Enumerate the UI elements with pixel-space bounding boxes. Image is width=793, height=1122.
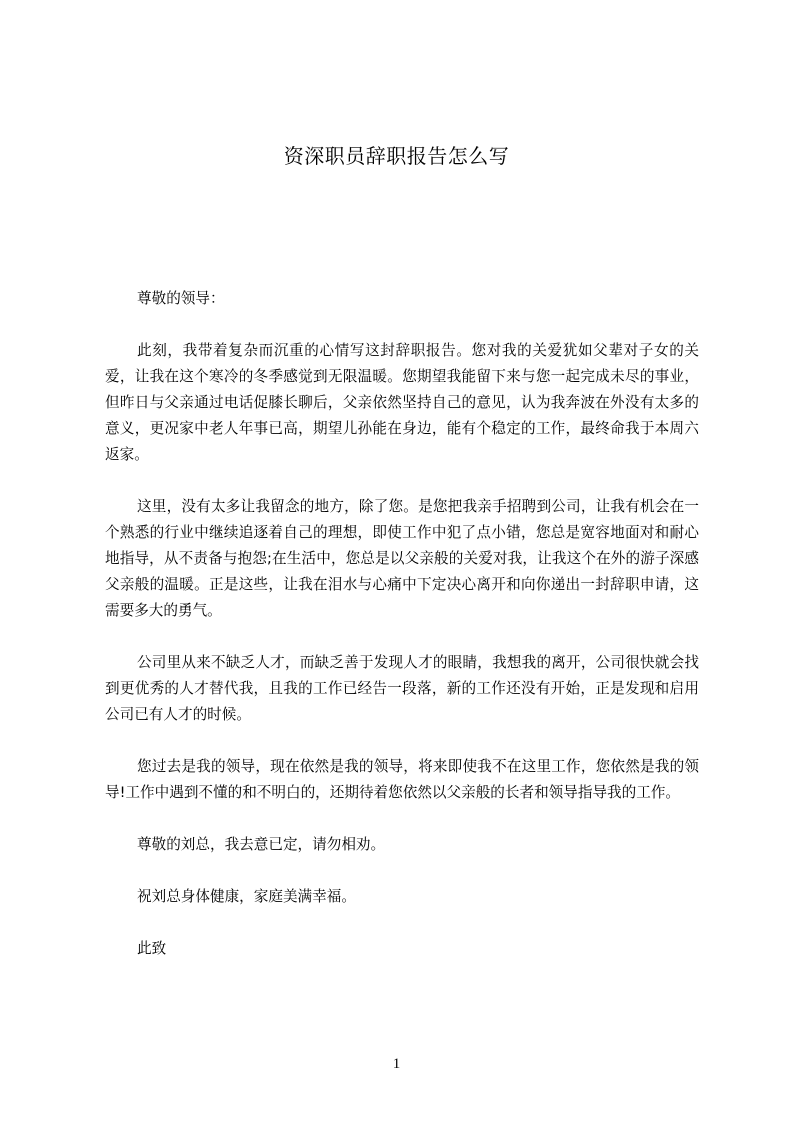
paragraph-2: 这里，没有太多让我留念的地方，除了您。是您把我亲手招聘到公司，让我有机会在一个熟悉的行业中继续追逐着自己的理想，即使工作中犯了点小错，您总是宽容地面对和耐心地指导，从不责备与抱怨;在生活中，您总是以父亲般的关爱对我，让我这个在外的游子深感父亲般的温暖。正是这些，让我在泪水与心痛中下定决心离开和向你递出一封辞职申请，这需要多大的勇气。 [105,498,699,619]
paragraph-gap [105,806,699,832]
paragraph-gap [105,728,699,754]
paragraph-gap [105,624,699,650]
paragraph-3: 公司里从来不缺乏人才，而缺乏善于发现人才的眼睛，我想我的离开，公司很快就会找到更优秀的人才替代我，且我的工作已经告一段落，新的工作还没有开始，正是发现和启用公司已有人才的时候。 [105,654,699,723]
paragraph-1: 此刻，我带着复杂而沉重的心情写这封辞职报告。您对我的关爱犹如父辈对子女的关爱，让我在这个寒冷的冬季感觉到无限温暖。您期望我能留下来与您一起完成未尽的事业，但昨日与父亲通过电话促膝长聊后，父亲依然坚持自己的意见，认为我奔波在外没有太多的意义，更况家中老人年事已高，期望儿孙能在身边，能有个稳定的工作，最终命我于本周六返家。 [105,342,699,463]
letter-body [105,286,699,962]
document-title: 资深职员辞职报告怎么写 [283,144,510,168]
salutation: 尊敬的领导： [137,290,225,307]
closing-line-1: 尊敬的刘总，我去意已定，请勿相劝。 [137,836,386,853]
closing-line-3: 此致 [137,940,167,957]
paragraph-gap [105,468,699,494]
page-number: 1 [392,1056,401,1072]
closing-line-2: 祝刘总身体健康，家庭美满幸福。 [137,888,356,905]
paragraph-4: 您过去是我的领导，现在依然是我的领导，将来即使我不在这里工作，您依然是我的领导!工作中遇到不懂的和不明白的，还期待着您依然以父亲般的长者和领导指导我的工作。 [105,758,699,801]
paragraph-gap [105,858,699,884]
paragraph-gap [105,312,699,338]
paragraph-gap [105,910,699,936]
